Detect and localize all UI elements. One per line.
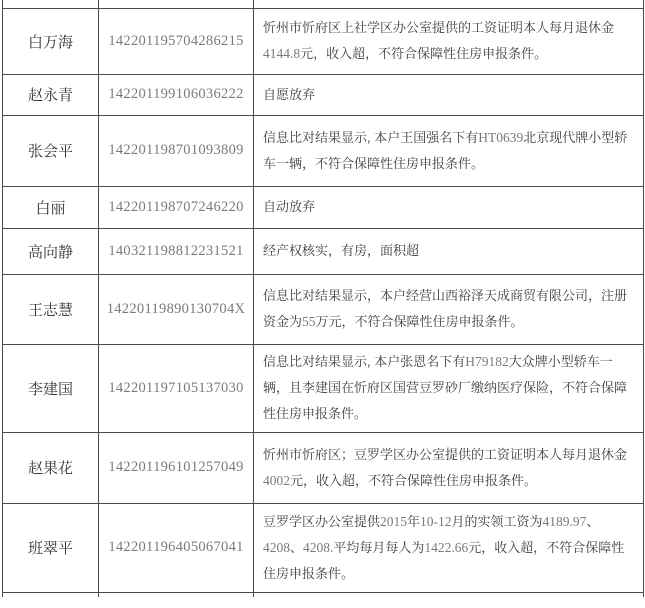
rejection-reason-cell: 信息比对结果显示, 本户张恩名下有H79182大众牌小型轿车一辆，且李建国在忻府区国营豆罗砂厂缴纳医疗保险，不符合保障性住房申报条件。 bbox=[254, 344, 644, 432]
rejection-reason-cell: 信息比对结果显示，本户经营山西裕泽天成商贸有限公司，注册资金为55万元，不符合保障性住房申报条件。 bbox=[254, 274, 644, 344]
table-row bbox=[3, 115, 644, 186]
applicant-name-cell: 赵永青 bbox=[3, 74, 99, 115]
applicant-name-cell bbox=[3, 592, 99, 597]
applicants-review-table bbox=[2, 0, 644, 597]
table-row bbox=[3, 344, 644, 432]
numeric-text: 4208 bbox=[263, 539, 290, 555]
table-row bbox=[3, 432, 644, 503]
applicant-name-cell: 班翠平 bbox=[3, 503, 99, 592]
applicant-id-cell: 142201199106036222 bbox=[99, 74, 254, 115]
rejection-reason-cell bbox=[254, 0, 644, 8]
rejection-reason-cell: 自愿放弃 bbox=[254, 74, 644, 115]
applicant-name-cell: 赵果花 bbox=[3, 432, 99, 503]
applicant-name-cell: 李建国 bbox=[3, 344, 99, 432]
applicant-name-cell: 白丽 bbox=[3, 186, 99, 228]
applicant-name-cell bbox=[3, 0, 99, 8]
rejection-reason-cell bbox=[254, 592, 644, 597]
numeric-text: 2015 bbox=[380, 513, 408, 529]
table-row bbox=[3, 74, 644, 115]
applicant-name-cell: 王志慧 bbox=[3, 274, 99, 344]
rejection-reason-cell: 忻州市忻府区上社学区办公室提供的工资证明本人每月退休金4144.8元，收入超，不符合保障性住房申报条件。 bbox=[254, 8, 644, 74]
table-row bbox=[3, 228, 644, 274]
table-row-partial bbox=[3, 0, 644, 8]
rejection-reason-cell: 豆罗学区办公室提供2015年10-12月的实领工资为4189.97、4208、4208.平均每月每人为1422.66元，收入超，不符合保障性住房申报条件。 bbox=[254, 503, 644, 592]
applicant-id-cell: 14220119890130704X bbox=[99, 274, 254, 344]
numeric-text: H79182 bbox=[465, 354, 509, 369]
applicant-id-cell bbox=[99, 592, 254, 597]
numeric-text: 4002 bbox=[263, 472, 290, 488]
numeric-text: 4208. bbox=[303, 539, 334, 555]
applicant-id-cell: 142201195704286215 bbox=[99, 8, 254, 74]
applicant-id-cell: 142201196405067041 bbox=[99, 503, 254, 592]
applicant-id-cell: 142201198701093809 bbox=[99, 115, 254, 186]
table-row-partial bbox=[3, 592, 644, 597]
applicant-id-cell: 142201197105137030 bbox=[99, 344, 254, 432]
applicant-id-cell bbox=[99, 0, 254, 8]
table-row bbox=[3, 503, 644, 592]
rejection-reason-cell: 自动放弃 bbox=[254, 186, 644, 228]
applicant-name-cell: 张会平 bbox=[3, 115, 99, 186]
applicant-id-cell: 140321198812231521 bbox=[99, 228, 254, 274]
numeric-text: 1422.66 bbox=[424, 539, 469, 555]
rejection-reason-cell: 忻州市忻府区；豆罗学区办公室提供的工资证明本人每月退休金4002元，收入超，不符合保障性住房申报条件。 bbox=[254, 432, 644, 503]
applicant-id-cell: 142201198707246220 bbox=[99, 186, 254, 228]
rejection-reason-cell: 经产权核实，有房，面积超 bbox=[254, 228, 644, 274]
numeric-text: 4189.97 bbox=[542, 513, 587, 529]
table-body bbox=[3, 0, 644, 597]
applicant-name-cell: 白万海 bbox=[3, 8, 99, 74]
numeric-text: 4144.8 bbox=[263, 46, 301, 61]
table-row bbox=[3, 186, 644, 228]
numeric-text: 10-12 bbox=[420, 513, 452, 529]
table-row bbox=[3, 274, 644, 344]
applicant-name-cell: 高向静 bbox=[3, 228, 99, 274]
rejection-reason-cell: 信息比对结果显示, 本户王国强名下有HT0639北京现代牌小型轿车一辆，不符合保障性住房申报条件。 bbox=[254, 115, 644, 186]
numeric-text: HT0639 bbox=[478, 129, 524, 145]
applicant-id-cell: 142201196101257049 bbox=[99, 432, 254, 503]
numeric-text: 55 bbox=[302, 314, 316, 329]
table-row bbox=[3, 8, 644, 74]
